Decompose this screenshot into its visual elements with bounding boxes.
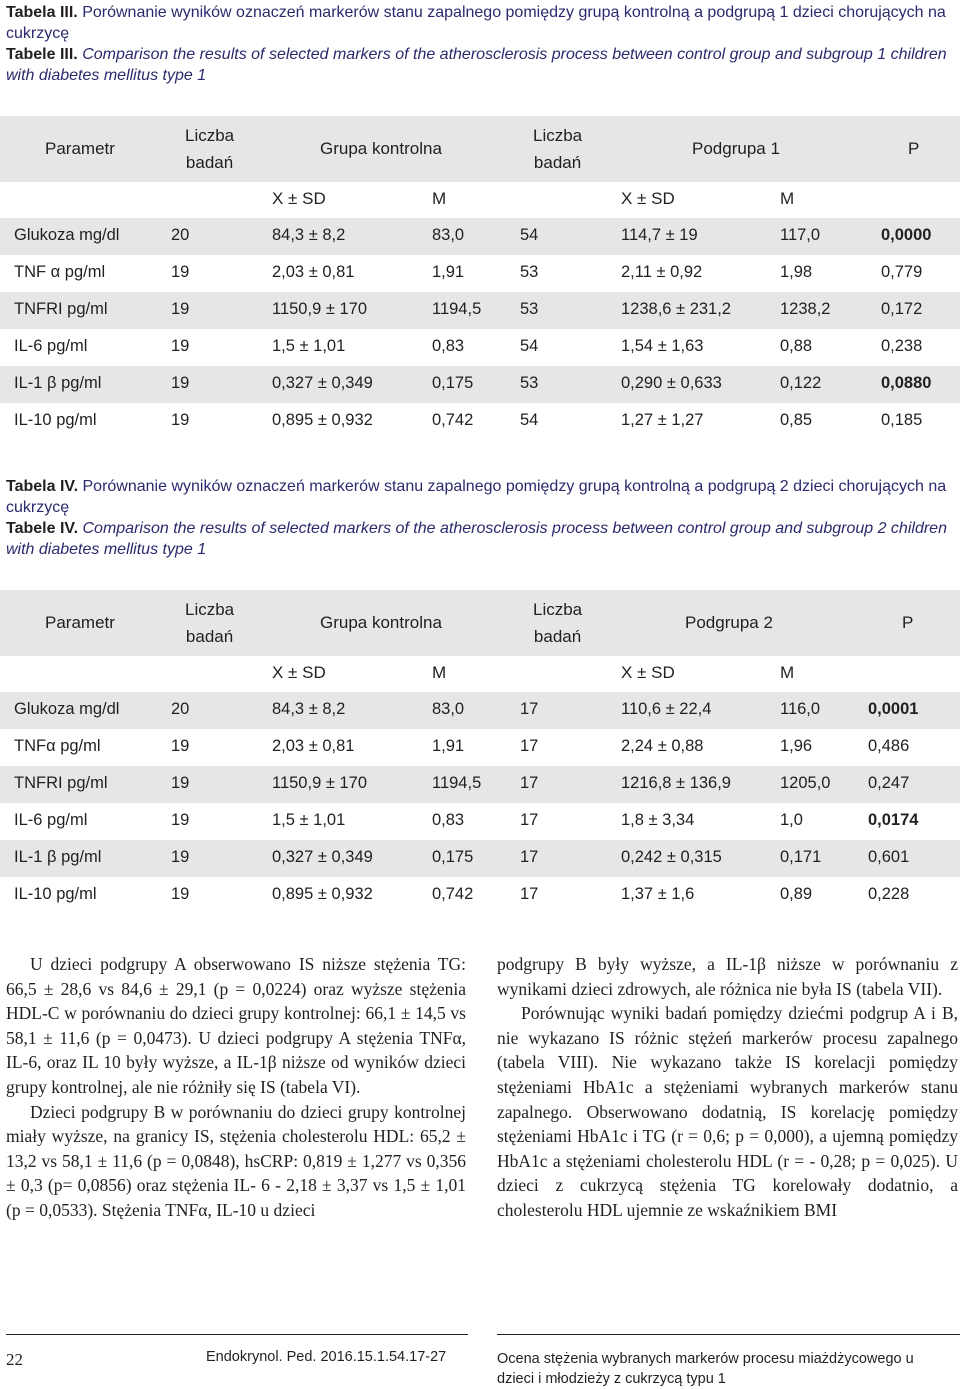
table-row bbox=[0, 692, 960, 729]
cell-m-control: 83,0 bbox=[432, 700, 465, 718]
subheader-xsd-subgroup: X ± SD bbox=[621, 663, 675, 682]
cell-m-control: 0,175 bbox=[432, 374, 474, 392]
header-grupa-kontrolna: Grupa kontrolna bbox=[320, 139, 442, 158]
cell-xsd-control: 2,03 ± 0,81 bbox=[272, 737, 355, 755]
cell-p: 0,172 bbox=[881, 300, 923, 318]
footer-journal: Endokrynol. Ped. 2016.15.1.54.17-27 bbox=[206, 1349, 447, 1365]
header-liczba-2-b: badań bbox=[533, 627, 582, 646]
cell-m-subgroup: 0,85 bbox=[780, 411, 813, 429]
cell-m-control: 0,83 bbox=[432, 337, 465, 355]
subheader-m-control: M bbox=[432, 663, 447, 682]
cell-parametr: IL-6 pg/ml bbox=[14, 811, 88, 829]
table-row bbox=[0, 292, 960, 329]
header-liczba-2 bbox=[533, 122, 582, 176]
body-column-left bbox=[6, 952, 466, 1223]
cell-liczba-control: 19 bbox=[171, 885, 190, 903]
cell-p: 0,779 bbox=[881, 263, 923, 281]
cell-liczba-subgroup: 17 bbox=[520, 848, 539, 866]
table4-label-pl: Tabela IV. bbox=[6, 478, 79, 495]
cell-liczba-subgroup: 53 bbox=[520, 374, 539, 392]
header-podgrupa: Podgrupa 2 bbox=[685, 613, 773, 632]
cell-m-control: 1,91 bbox=[432, 737, 465, 755]
cell-liczba-control: 20 bbox=[171, 226, 190, 244]
cell-p: 0,486 bbox=[868, 737, 910, 755]
cell-p: 0,228 bbox=[868, 885, 910, 903]
header-liczba-2-a: Liczba bbox=[533, 126, 583, 145]
cell-liczba-control: 19 bbox=[171, 374, 190, 392]
cell-xsd-control: 1150,9 ± 170 bbox=[272, 300, 367, 318]
table-row bbox=[0, 255, 960, 292]
cell-m-control: 1,91 bbox=[432, 263, 465, 281]
cell-liczba-subgroup: 17 bbox=[520, 700, 539, 718]
header-podgrupa: Podgrupa 1 bbox=[692, 139, 780, 158]
cell-m-control: 83,0 bbox=[432, 226, 465, 244]
table-row bbox=[0, 366, 960, 403]
cell-m-control: 0,83 bbox=[432, 811, 465, 829]
subheader-m-subgroup: M bbox=[780, 189, 795, 208]
cell-m-subgroup: 0,88 bbox=[780, 337, 813, 355]
table3-label-en: Tabele III. bbox=[6, 46, 78, 63]
table4-caption bbox=[6, 476, 956, 560]
cell-xsd-subgroup: 1,54 ± 1,63 bbox=[621, 337, 704, 355]
cell-p: 0,0001 bbox=[868, 700, 919, 718]
cell-liczba-subgroup: 54 bbox=[520, 411, 539, 429]
table4-caption-en: Comparison the results of selected markers of the atherosclerosis process between control group and subgroup 2 children with diabetes mellitus type 1 bbox=[6, 520, 947, 558]
cell-liczba-subgroup: 17 bbox=[520, 811, 539, 829]
cell-p: 0,185 bbox=[881, 411, 923, 429]
body-paragraph: Dzieci podgrupy B w porównaniu do dzieci grupy kontrolnej miały wyższe, na granicy IS, stężenia cholesterolu HDL: 65,2 ± 13,2 vs 58,1 ± 11,6 (p = 0,0848), hsCRP: 0,819 ± 1,277 vs 0,356 ± 0,3 (p= 0,0856) oraz stężenia IL- 6 - 2,18 ± 3,37 vs 1,5 ± 1,01 (p = 0,0533). Stężenia TNFα, IL-10 u dzieci bbox=[6, 1101, 466, 1220]
cell-xsd-control: 1150,9 ± 170 bbox=[272, 774, 367, 792]
table-row bbox=[0, 729, 960, 766]
cell-m-control: 0,742 bbox=[432, 885, 474, 903]
header-grupa-kontrolna: Grupa kontrolna bbox=[320, 613, 442, 632]
cell-xsd-subgroup: 2,24 ± 0,88 bbox=[621, 737, 704, 755]
cell-liczba-control: 20 bbox=[171, 700, 190, 718]
body-paragraph: U dzieci podgrupy A obserwowano IS niższe stężenia TG: 66,5 ± 28,6 vs 84,6 ± 29,1 (p = 0,0224) oraz wyższe stężenia HDL-C w porównaniu do dzieci grupy kontrolnej: 66,1 ± 14,5 vs 58,1 ± 11,6 (p = 0,0473). U dzieci podgrupy A stężenia TNFα, IL-6, oraz IL 10 były wyższe, a IL-1β niższe od wyników dzieci grupy kontrolnej, ale nie różniły się IS (tabela VI). bbox=[6, 954, 466, 1097]
cell-m-subgroup: 0,122 bbox=[780, 374, 822, 392]
footer-rule-left bbox=[6, 1334, 468, 1335]
cell-xsd-control: 0,327 ± 0,349 bbox=[272, 848, 373, 866]
cell-m-subgroup: 0,89 bbox=[780, 885, 813, 903]
header-p: P bbox=[902, 613, 914, 632]
cell-m-control: 0,175 bbox=[432, 848, 474, 866]
cell-xsd-control: 84,3 ± 8,2 bbox=[272, 226, 346, 244]
cell-parametr: TNFα pg/ml bbox=[14, 737, 101, 755]
table3-label-pl: Tabela III. bbox=[6, 4, 78, 21]
table4-header bbox=[0, 590, 960, 656]
body-paragraph: podgrupy B były wyższe, a IL-1β niższe w porównaniu z wynikami dzieci zdrowych, ale różnica nie była IS (tabela VII). bbox=[497, 954, 958, 999]
cell-xsd-subgroup: 1216,8 ± 136,9 bbox=[621, 774, 731, 792]
table-row bbox=[0, 329, 960, 366]
subheader-m-subgroup: M bbox=[780, 663, 795, 682]
table-row bbox=[0, 218, 960, 255]
cell-xsd-subgroup: 0,290 ± 0,633 bbox=[621, 374, 722, 392]
cell-xsd-control: 84,3 ± 8,2 bbox=[272, 700, 346, 718]
header-parametr: Parametr bbox=[45, 139, 115, 158]
cell-m-subgroup: 116,0 bbox=[780, 700, 821, 718]
cell-xsd-control: 1,5 ± 1,01 bbox=[272, 337, 346, 355]
cell-xsd-control: 2,03 ± 0,81 bbox=[272, 263, 355, 281]
cell-m-control: 1194,5 bbox=[432, 300, 482, 318]
table3-caption-en: Comparison the results of selected markers of the atherosclerosis process between control group and subgroup 1 children with diabetes mellitus type 1 bbox=[6, 46, 947, 84]
cell-p: 0,238 bbox=[881, 337, 923, 355]
footer-article-title bbox=[497, 1349, 914, 1389]
cell-xsd-control: 0,895 ± 0,932 bbox=[272, 411, 373, 429]
table3-header bbox=[0, 116, 960, 182]
cell-xsd-control: 0,327 ± 0,349 bbox=[272, 374, 373, 392]
header-liczba-1-b: badań bbox=[185, 627, 234, 646]
cell-liczba-control: 19 bbox=[171, 811, 190, 829]
table4-caption-pl: Porównanie wyników oznaczeń markerów stanu zapalnego pomiędzy grupą kontrolną a podgrupą 2 dzieci chorujących na cukrzycę bbox=[6, 478, 947, 516]
subheader-xsd-subgroup: X ± SD bbox=[621, 189, 675, 208]
cell-xsd-subgroup: 1,27 ± 1,27 bbox=[621, 411, 704, 429]
cell-liczba-subgroup: 53 bbox=[520, 263, 539, 281]
cell-parametr: IL-1 β pg/ml bbox=[14, 848, 102, 866]
cell-parametr: IL-10 pg/ml bbox=[14, 885, 97, 903]
cell-liczba-subgroup: 54 bbox=[520, 337, 539, 355]
cell-p: 0,247 bbox=[868, 774, 910, 792]
cell-xsd-subgroup: 1,37 ± 1,6 bbox=[621, 885, 695, 903]
cell-liczba-control: 19 bbox=[171, 263, 190, 281]
cell-parametr: IL-6 pg/ml bbox=[14, 337, 88, 355]
cell-parametr: IL-10 pg/ml bbox=[14, 411, 97, 429]
header-parametr: Parametr bbox=[45, 613, 115, 632]
cell-liczba-subgroup: 17 bbox=[520, 774, 539, 792]
table3-subheader bbox=[0, 182, 960, 218]
cell-parametr: Glukoza mg/dl bbox=[14, 700, 120, 718]
table3-caption bbox=[6, 2, 956, 86]
cell-m-subgroup: 0,171 bbox=[780, 848, 822, 866]
header-liczba-1 bbox=[185, 122, 234, 176]
footer-title-line1: Ocena stężenia wybranych markerów procesu miażdżycowego u bbox=[497, 1351, 914, 1367]
cell-parametr: TNF α pg/ml bbox=[14, 263, 106, 281]
cell-liczba-subgroup: 53 bbox=[520, 300, 539, 318]
header-liczba-1-b: badań bbox=[185, 153, 234, 172]
header-liczba-1-a: Liczba bbox=[185, 126, 235, 145]
cell-xsd-control: 1,5 ± 1,01 bbox=[272, 811, 346, 829]
cell-xsd-subgroup: 1,8 ± 3,34 bbox=[621, 811, 695, 829]
page-number: 22 bbox=[6, 1350, 23, 1369]
cell-liczba-subgroup: 54 bbox=[520, 226, 539, 244]
cell-p: 0,601 bbox=[868, 848, 910, 866]
table-row bbox=[0, 403, 960, 440]
cell-xsd-subgroup: 1238,6 ± 231,2 bbox=[621, 300, 731, 318]
cell-parametr: Glukoza mg/dl bbox=[14, 226, 120, 244]
cell-parametr: IL-1 β pg/ml bbox=[14, 374, 102, 392]
footer-title-line2: dzieci i młodzieży z cukrzycą typu 1 bbox=[497, 1371, 726, 1387]
cell-xsd-subgroup: 110,6 ± 22,4 bbox=[621, 700, 712, 718]
subheader-m-control: M bbox=[432, 189, 447, 208]
table4-label-en: Tabele IV. bbox=[6, 520, 79, 537]
table4-subheader bbox=[0, 656, 960, 692]
cell-xsd-subgroup: 0,242 ± 0,315 bbox=[621, 848, 722, 866]
cell-xsd-subgroup: 2,11 ± 0,92 bbox=[621, 263, 703, 281]
body-paragraph: Porównując wyniki badań pomiędzy dziećmi podgrup A i B, nie wykazano IS różnic stężeń markerów procesu zapalnego (tabela VIII). Nie wykazano także IS korelacji pomiędzy stężeniami HbA1c a stężeniami wybranych markerów stanu zapalnego. Obserwowano dodatnią, IS korelację pomiędzy stężeniami HbA1c i TG (r = 0,6; p = 0,000), a ujemną pomiędzy HbA1c a stężeniami cholesterolu HDL (r = - 0,28; p = 0,025). U dzieci z cukrzycą stężenia TG korelowały dodatnio, a cholesterolu HDL ujemnie ze wskaźnikiem BMI bbox=[497, 1003, 958, 1220]
cell-m-subgroup: 1,98 bbox=[780, 263, 813, 281]
cell-m-control: 0,742 bbox=[432, 411, 474, 429]
header-liczba-2-a: Liczba bbox=[533, 600, 583, 619]
table-row bbox=[0, 877, 960, 914]
table-row bbox=[0, 766, 960, 803]
header-liczba-1 bbox=[185, 596, 234, 650]
table-row bbox=[0, 840, 960, 877]
body-column-right bbox=[497, 952, 958, 1223]
cell-m-subgroup: 117,0 bbox=[780, 226, 821, 244]
cell-m-subgroup: 1,96 bbox=[780, 737, 813, 755]
header-liczba-2 bbox=[533, 596, 582, 650]
cell-parametr: TNFRI pg/ml bbox=[14, 300, 108, 318]
cell-xsd-subgroup: 114,7 ± 19 bbox=[621, 226, 698, 244]
cell-liczba-control: 19 bbox=[171, 337, 190, 355]
cell-liczba-control: 19 bbox=[171, 774, 190, 792]
subheader-xsd-control: X ± SD bbox=[272, 663, 326, 682]
cell-m-subgroup: 1238,2 bbox=[780, 300, 831, 318]
header-p: P bbox=[908, 139, 920, 158]
cell-p: 0,0000 bbox=[881, 226, 932, 244]
cell-m-subgroup: 1205,0 bbox=[780, 774, 831, 792]
footer-rule-right bbox=[497, 1334, 960, 1335]
cell-xsd-control: 0,895 ± 0,932 bbox=[272, 885, 373, 903]
table-row bbox=[0, 803, 960, 840]
cell-liczba-control: 19 bbox=[171, 848, 190, 866]
cell-liczba-control: 19 bbox=[171, 737, 190, 755]
cell-liczba-control: 19 bbox=[171, 411, 190, 429]
table3-caption-pl: Porównanie wyników oznaczeń markerów stanu zapalnego pomiędzy grupą kontrolną a podgrupą 1 dzieci chorujących na cukrzycę bbox=[6, 4, 946, 42]
subheader-xsd-control: X ± SD bbox=[272, 189, 326, 208]
cell-liczba-subgroup: 17 bbox=[520, 737, 539, 755]
cell-parametr: TNFRI pg/ml bbox=[14, 774, 108, 792]
cell-p: 0,0880 bbox=[881, 374, 932, 392]
cell-m-subgroup: 1,0 bbox=[780, 811, 803, 829]
header-liczba-1-a: Liczba bbox=[185, 600, 235, 619]
cell-liczba-subgroup: 17 bbox=[520, 885, 539, 903]
cell-liczba-control: 19 bbox=[171, 300, 190, 318]
cell-m-control: 1194,5 bbox=[432, 774, 482, 792]
cell-p: 0,0174 bbox=[868, 811, 919, 829]
header-liczba-2-b: badań bbox=[533, 153, 582, 172]
